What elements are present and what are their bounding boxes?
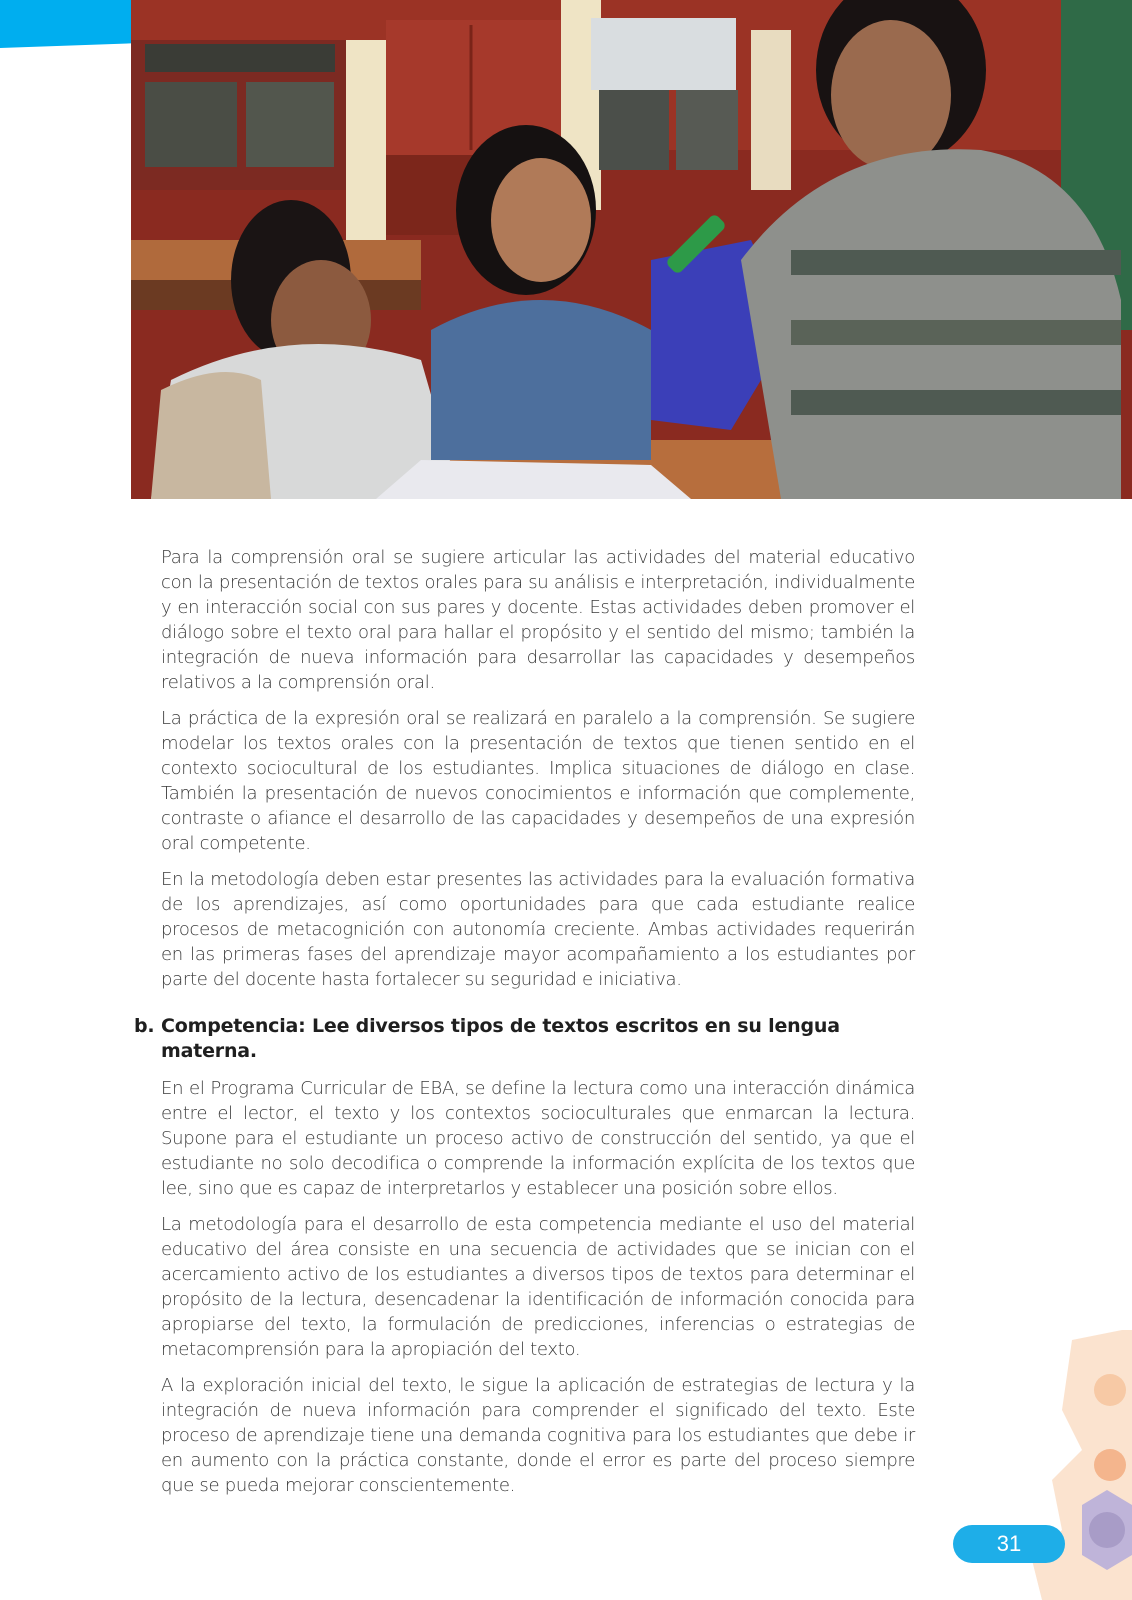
section-letter: b. [134, 1015, 155, 1037]
page-number: 31 [996, 1531, 1022, 1556]
body-text [134, 545, 915, 1509]
page-number-badge [953, 1525, 1065, 1563]
paragraph: La metodología para el desarrollo de esta competencia mediante el uso del material educativo del área consiste en una secuencia de actividades que se inician con el acercamiento activo de los estudiantes a diversos tipos de textos para determinar el propósito de la lectura, desencadenar la identificación de información conocida para apropiarse del texto, la formulación de predicciones, inferencias o estrategias de metacomprensión para la apropiación del texto. [161, 1214, 915, 1360]
classroom-photo-icon [131, 0, 1132, 499]
paragraph: Para la comprensión oral se sugiere articular las actividades del material educativo con la presentación de textos orales para su análisis e interpretación, individualmente y en interacción social con sus pares y docente. Estas actividades deben promover el diálogo sobre el texto oral para hallar el propósito y el sentido del mismo; también la integración de nueva información para desarrollar las capacidades y desempeños relativos a la comprensión oral. [161, 547, 915, 693]
paragraph: A la exploración inicial del texto, le sigue la aplicación de estrategias de lectura y la integración de nueva información para comprender el significado del texto. Este proceso de aprendizaje tiene una demanda cognitiva para los estudiantes que debe ir en aumento con la práctica constante, donde el error es parte del proceso siempre que se pueda mejorar conscientemente. [161, 1375, 915, 1496]
paragraph: En el Programa Curricular de EBA, se define la lectura como una interacción dinámica entre el lector, el texto y los contextos socioculturales que enmarcan la lectura. Supone para el estudiante un proceso activo de construcción del sentido, ya que el estudiante no solo decodifica o comprende la información explícita de los textos que lee, sino que es capaz de interpretarlos y establecer una posición sobre ellos. [161, 1078, 915, 1199]
paragraph: La práctica de la expresión oral se realizará en paralelo a la comprensión. Se sugiere modelar los textos orales con la presentación de textos que tienen sentido en el contexto sociocultural de los estudiantes. Implica situaciones de diálogo en clase. También la presentación de nuevos conocimientos e información que complemente, contraste o afiance el desarrollo de las capacidades y desempeños de una expresión oral competente. [161, 708, 915, 854]
section-heading [134, 1014, 915, 1064]
section-title: Competencia: Lee diversos tipos de textos escritos en su lengua materna. [161, 1015, 840, 1062]
paragraph: En la metodología deben estar presentes las actividades para la evaluación formativa de los aprendizajes, así como oportunidades para que cada estudiante realice procesos de metacognición con autonomía creciente. Ambas actividades requerirán en las primeras fases del aprendizaje mayor acompañamiento a los estudiantes por parte del docente hasta fortalecer su seguridad e iniciativa. [161, 869, 915, 990]
classroom-photo [131, 0, 1132, 499]
